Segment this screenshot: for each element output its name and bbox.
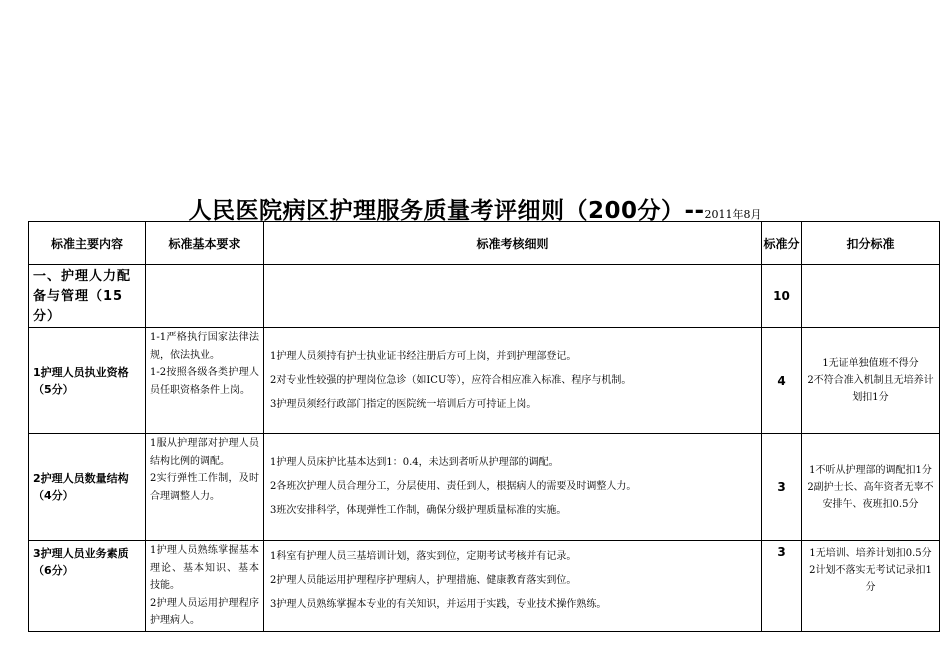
row-details — [264, 328, 762, 434]
header-row — [29, 222, 940, 265]
requirement-item: 1-1严格执行国家法律法规，依法执业。 — [150, 332, 259, 361]
header-details: 标准考核细则 — [264, 222, 762, 265]
table-row — [29, 328, 940, 434]
deduction-item: 2副护士长、高年资者无辜不安排午、夜班扣0.5分 — [807, 481, 934, 510]
detail-item: 3护理员须经行政部门指定的医院统一培训后方可持证上岗。 — [270, 398, 537, 410]
row-deductions — [802, 434, 940, 541]
table-row — [29, 434, 940, 541]
table-row — [29, 541, 940, 632]
row-requirements — [146, 328, 264, 434]
row-content: 1护理人员执业资格（5分） — [29, 328, 146, 434]
header-score: 标准分 — [762, 222, 802, 265]
section-row — [29, 265, 940, 328]
detail-item: 1护理人员床护比基本达到1：0.4，未达到者听从护理部的调配。 — [270, 457, 559, 468]
requirement-item: 1护理人员熟练掌握基本理论、基本知识、基本技能。 — [150, 545, 259, 591]
section-empty-details — [264, 265, 762, 328]
row-requirements — [146, 434, 264, 541]
deduction-item: 2计划不落实无考试记录扣1分 — [809, 565, 932, 593]
row-requirements — [146, 541, 264, 632]
section-label: 一、护理人力配备与管理（15分） — [29, 265, 146, 328]
row-content: 3护理人员业务素质（6分） — [29, 541, 146, 632]
evaluation-table — [28, 221, 940, 632]
detail-item: 1科室有护理人员三基培训计划，落实到位，定期考试考核并有记录。 — [270, 551, 577, 562]
deduction-item: 1无培训、培养计划扣0.5分 — [809, 548, 932, 559]
row-score: 3 — [762, 541, 802, 632]
detail-item: 2对专业性较强的护理岗位急诊（如ICU等），应符合相应准入标准、程序与机制。 — [270, 374, 632, 386]
header-requirements: 标准基本要求 — [146, 222, 264, 265]
section-empty-deductions — [802, 265, 940, 328]
header-deductions: 扣分标准 — [802, 222, 940, 265]
row-details — [264, 434, 762, 541]
title-main: 人民医院病区护理服务质量考评细则（200分）-- — [188, 198, 705, 224]
row-score: 4 — [762, 328, 802, 434]
requirement-item: 1服从护理部对护理人员结构比例的调配。 — [150, 438, 259, 467]
deduction-item: 1无证单独值班不得分 — [822, 358, 919, 369]
row-content: 2护理人员数量结构（4分） — [29, 434, 146, 541]
detail-item: 2护理人员能运用护理程序护理病人，护理措施、健康教育落实到位。 — [270, 575, 577, 586]
section-empty-requirements — [146, 265, 264, 328]
row-details — [264, 541, 762, 632]
section-score: 10 — [762, 265, 802, 328]
detail-item: 3班次安排科学，体现弹性工作制，确保分级护理质量标准的实施。 — [270, 505, 567, 516]
row-score: 3 — [762, 434, 802, 541]
requirement-item: 2护理人员运用护理程序护理病人。 — [150, 597, 259, 626]
detail-item: 2各班次护理人员合理分工，分层使用、责任到人，根据病人的需要及时调整人力。 — [270, 481, 637, 492]
detail-item: 1护理人员须持有护士执业证书经注册后方可上岗，并到护理部登记。 — [270, 350, 577, 362]
title-date: 2011年8月 — [704, 208, 762, 221]
deduction-item: 2不符合准入机制且无培养计划扣1分 — [807, 375, 934, 403]
detail-item: 3护理人员熟练掌握本专业的有关知识，并运用于实践，专业技术操作熟练。 — [270, 599, 607, 610]
row-deductions — [802, 541, 940, 632]
header-content: 标准主要内容 — [29, 222, 146, 265]
requirement-item: 1-2按照各级各类护理人员任职资格条件上岗。 — [150, 367, 259, 396]
deduction-item: 1不听从护理部的调配扣1分 — [809, 464, 932, 476]
row-deductions — [802, 328, 940, 434]
requirement-item: 2实行弹性工作制，及时合理调整人力。 — [150, 473, 259, 502]
